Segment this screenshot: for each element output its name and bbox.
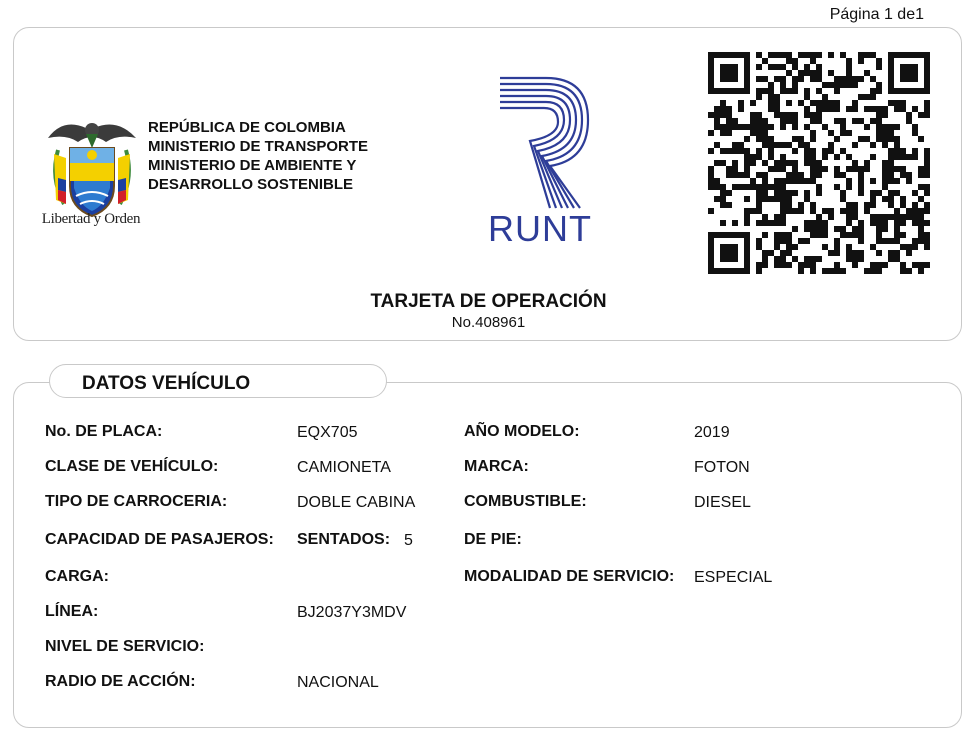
qr-code-icon xyxy=(708,52,930,274)
line-label: LÍNEA: xyxy=(45,603,99,620)
authority-line: MINISTERIO DE AMBIENTE Y xyxy=(148,157,357,174)
authority-line: MINISTERIO DE TRANSPORTE xyxy=(148,138,369,155)
document-number: No.408961 xyxy=(451,314,526,331)
vehicle-class-value: CAMIONETA xyxy=(297,459,391,476)
national-motto: Libertad y Orden xyxy=(41,211,141,227)
body-type-label: TIPO DE CARROCERIA: xyxy=(45,493,228,510)
vehicle-class-label: CLASE DE VEHÍCULO: xyxy=(45,458,219,475)
runt-logo-icon xyxy=(484,72,596,212)
service-modality-label: MODALIDAD DE SERVICIO: xyxy=(464,568,675,585)
plate-value: EQX705 xyxy=(297,424,358,441)
model-year-value: 2019 xyxy=(694,424,730,441)
action-radius-label: RADIO DE ACCIÓN: xyxy=(45,673,196,690)
action-radius-value: NACIONAL xyxy=(297,674,379,691)
standing-label: DE PIE: xyxy=(464,531,522,548)
page-number: Página 1 de1 xyxy=(829,6,924,23)
issuing-authority xyxy=(148,118,368,194)
section-title: DATOS VEHÍCULO xyxy=(82,373,251,394)
authority-line: REPÚBLICA DE COLOMBIA xyxy=(148,119,346,136)
passenger-capacity-label: CAPACIDAD DE PASAJEROS: xyxy=(45,531,274,548)
service-modality-value: ESPECIAL xyxy=(694,569,773,586)
document-header xyxy=(13,27,962,341)
line-value: BJ2037Y3MDV xyxy=(297,604,407,621)
document-title: TARJETA DE OPERACIÓN xyxy=(370,291,607,312)
runt-logo-text: RUNT xyxy=(488,208,592,249)
brand-label: MARCA: xyxy=(464,458,529,475)
plate-label: No. DE PLACA: xyxy=(45,423,163,440)
authority-line: DESARROLLO SOSTENIBLE xyxy=(148,176,354,193)
fuel-value: DIESEL xyxy=(694,494,751,511)
cargo-label: CARGA: xyxy=(45,568,109,585)
service-level-label: NIVEL DE SERVICIO: xyxy=(45,638,205,655)
brand-value: FOTON xyxy=(694,459,750,476)
seated-label: SENTADOS: xyxy=(297,531,391,548)
body-type-value: DOBLE CABINA xyxy=(297,494,416,511)
fuel-label: COMBUSTIBLE: xyxy=(464,493,587,510)
seated-value: 5 xyxy=(404,532,413,549)
model-year-label: AÑO MODELO: xyxy=(464,423,580,440)
